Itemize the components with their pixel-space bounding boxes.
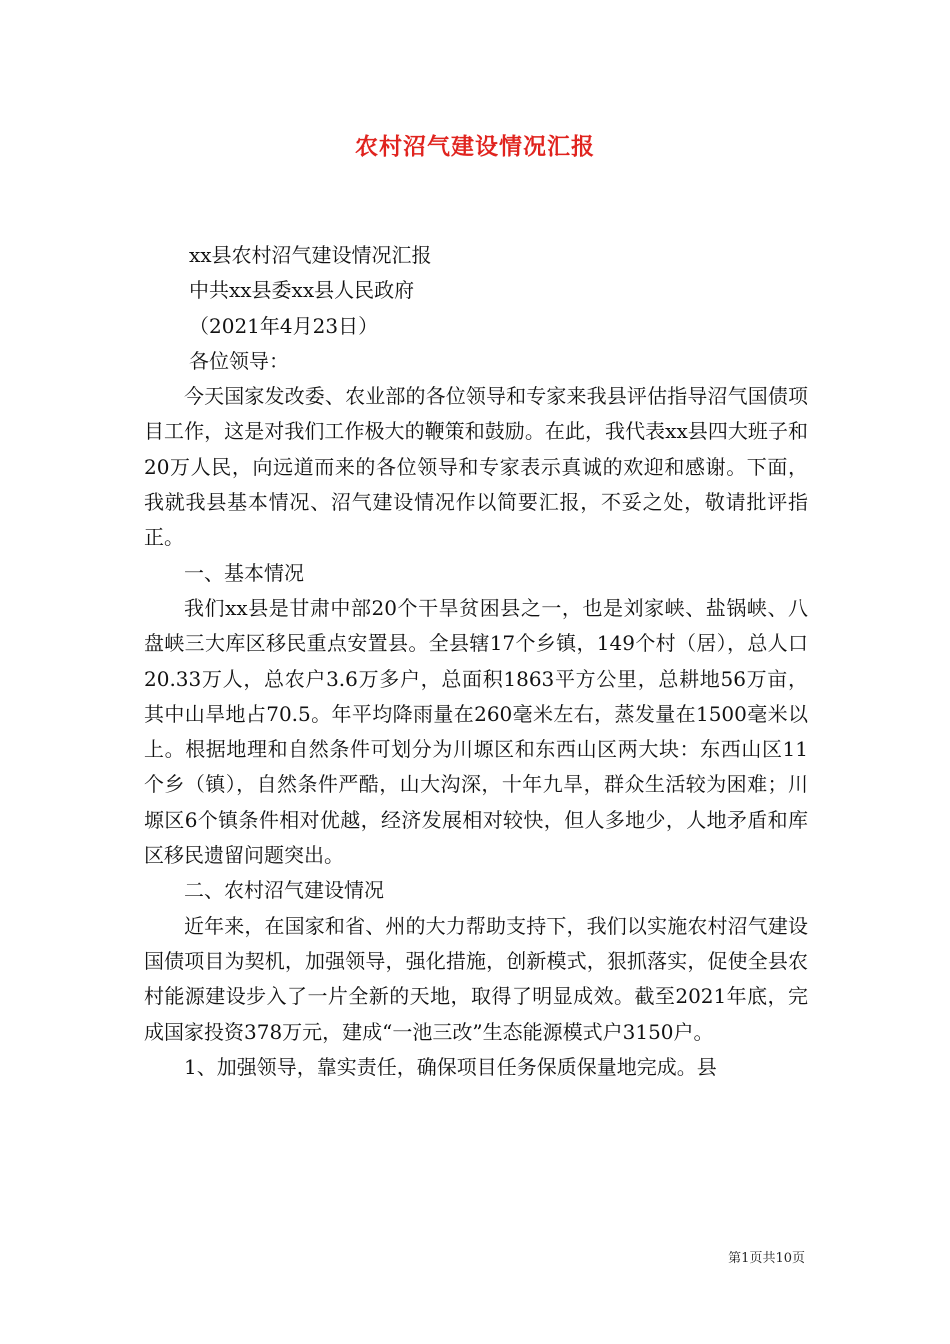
paragraph-subsection-1: 1、加强领导，靠实责任，确保项目任务保质保量地完成。县 (184, 1054, 717, 1079)
paragraph-basic-situation: 我们xx县是甘肃中部20个干旱贫困县之一，也是刘家峡、盐锅峡、八盘峡三大库区移民重点安置县。全县辖17个乡镇，149个村（居），总人口20.33万人，总农户3.6万多户，总面积1863平方公里，总耕地56万亩，其中山旱地占70.5。年平均降雨量在260毫米左右，蒸发量在1500毫米以上。根据地理和自然条件可划分为川塬区和东西山区两大块：东西山区11个乡（镇），自然条件严酷，山大沟深，十年九旱，群众生活较为困难；川塬区6个镇条件相对优越，经济发展相对较快，但人多地少，人地矛盾和库区移民遗留问题突出。 (144, 595, 808, 868)
paragraph-intro: 今天国家发改委、农业部的各位领导和专家来我县评估指导沼气国债项目工作，这是对我们工作极大的鞭策和鼓励。在此，我代表xx县四大班子和20万人民，向远道而来的各位领导和专家表示真诚的欢迎和感谢。下面，我就我县基本情况、沼气建设情况作以简要汇报，不妥之处，敬请批评指正。 (144, 384, 808, 550)
document-title: 农村沼气建设情况汇报 (355, 133, 595, 160)
salutation: 各位领导： (189, 348, 289, 373)
paragraph-biogas-progress: 近年来，在国家和省、州的大力帮助支持下，我们以实施农村沼气建设国债项目为契机，加强领导，强化措施，创新模式，狠抓落实，促使全县农村能源建设步入了一片全新的天地，取得了明显成效。截至2021年底，完成国家投资378万元，建成“一池三改”生态能源模式户3150户。 (144, 913, 808, 1044)
issuer-line: 中共xx县委xx县人民政府 (189, 278, 415, 303)
report-heading: xx县农村沼气建设情况汇报 (189, 243, 432, 267)
page-number: 第1页共10页 (728, 1251, 805, 1266)
section-heading-basic: 一、基本情况 (184, 560, 304, 585)
date-line: （2021年4月23日） (189, 313, 379, 338)
section-heading-biogas: 二、农村沼气建设情况 (184, 878, 384, 903)
document-body (144, 238, 808, 1085)
